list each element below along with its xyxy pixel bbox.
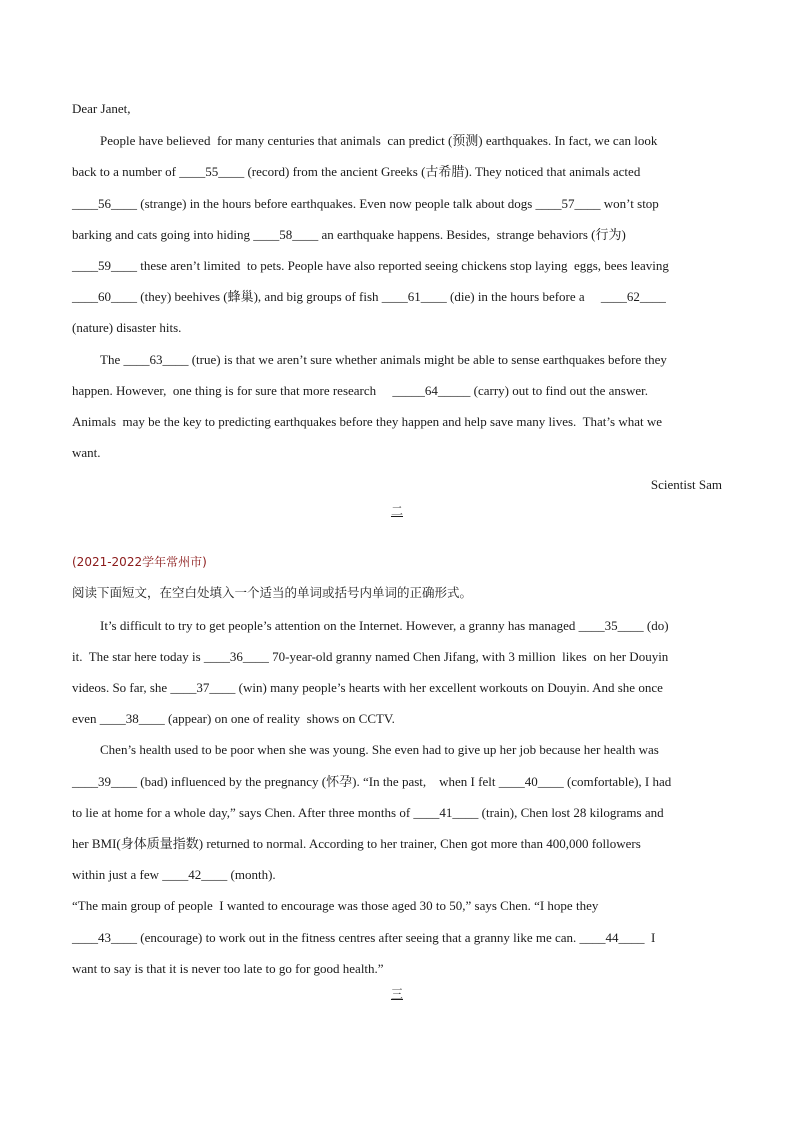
passage-line: ____39____ (bad) influenced by the pregnancy (怀孕). “In the past, when I felt ____40____ (comfortable), I had <box>72 774 672 789</box>
passage-line: it. The star here today is ____36____ 70-year-old granny named Chen Jifang, with 3 million likes on her Douyin <box>72 649 669 664</box>
section-three-mark-text: 三 <box>390 987 403 1001</box>
passage-line: want to say is that it is never too late to go for good health.” <box>72 961 384 976</box>
letter-line: (nature) disaster hits. <box>72 320 182 335</box>
passage-line: “The main group of people I wanted to encourage was those aged 30 to 50,” says Chen. “I hope they <box>72 898 599 913</box>
passage-line: ____43____ (encourage) to work out in the fitness centres after seeing that a granny like me can. ____44____ I <box>72 930 656 945</box>
passage-line: It’s difficult to try to get people’s attention on the Internet. However, a granny has managed ____35____ (do) <box>100 618 669 633</box>
section-two-source: (2021-2022学年常州市) <box>72 555 207 569</box>
passage-line: even ____38____ (appear) on one of reality shows on CCTV. <box>72 711 395 726</box>
passage-line: her BMI(身体质量指数) returned to normal. According to her trainer, Chen got more than 400,000 followers <box>72 836 641 851</box>
letter-line: ____59____ these aren’t limited to pets. People have also reported seeing chickens stop laying eggs, bees leaving <box>72 258 669 273</box>
section-two-mark-text: 二 <box>390 504 403 518</box>
letter-line: The ____63____ (true) is that we aren’t sure whether animals might be able to sense earthquakes before they <box>100 352 667 367</box>
letter-signature: Scientist Sam <box>650 477 722 492</box>
passage-line: Chen’s health used to be poor when she was young. She even had to give up her job because her health was <box>100 742 659 757</box>
letter-line: back to a number of ____55____ (record) from the ancient Greeks (古希腊). They noticed that animals acted <box>72 164 641 179</box>
letter-line: Animals may be the key to predicting earthquakes before they happen and help save many lives. That’s what we <box>72 414 662 429</box>
letter-line: People have believed for many centuries that animals can predict (预测) earthquakes. In fact, we can look <box>100 133 658 148</box>
passage-line: videos. So far, she ____37____ (win) many people’s hearts with her excellent workouts on Douyin. And she once <box>72 680 663 695</box>
letter-line: want. <box>72 445 101 460</box>
passage-line: within just a few ____42____ (month). <box>72 867 276 882</box>
passage-line: to lie at home for a whole day,” says Chen. After three months of ____41____ (train), Chen lost 28 kilograms and <box>72 805 664 820</box>
letter-line: happen. However, one thing is for sure that more research _____64_____ (carry) out to find out the answer. <box>72 383 649 398</box>
letter-greeting: Dear Janet, <box>72 101 131 116</box>
section-two-mark <box>0 503 794 519</box>
letter-line: ____56____ (strange) in the hours before earthquakes. Even now people talk about dogs ____57____ won’t stop <box>72 196 659 211</box>
section-three-mark <box>0 986 794 1002</box>
letter-line: ____60____ (they) beehives (蜂巢), and big groups of fish ____61____ (die) in the hours before a ____62____ <box>72 289 666 304</box>
section-two-instruction: 阅读下面短文，在空白处填入一个适当的单词或括号内单词的正确形式。 <box>72 585 473 600</box>
letter-line: barking and cats going into hiding ____58____ an earthquake happens. Besides, strange behaviors (行为) <box>72 227 626 242</box>
